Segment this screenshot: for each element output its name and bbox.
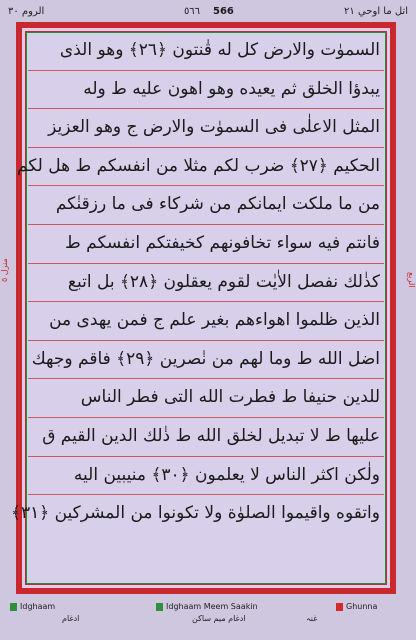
tajweed-legend bbox=[6, 600, 410, 634]
legend-swatch bbox=[156, 603, 163, 611]
verse-line: للدين حنيفا ط فطرت الله التى فطر الناس bbox=[28, 379, 384, 418]
verse-line: عليها ط لا تبديل لخلق الله ط ذٰلك الدين القيم ق bbox=[28, 418, 384, 457]
verse-line: يبدؤا الخلق ثم يعيده وهو اهون عليه ط وله bbox=[28, 71, 384, 110]
verse-line: واتقوه واقيموا الصلوٰة ولا تكونوا من المشركين ﴿٣١﴾ bbox=[11, 503, 380, 524]
verse-line: الذين ظلموا اهواءهم بغير علم ج فمن يهدى من bbox=[28, 302, 384, 341]
verse-line: الحكيم ﴿٢٧﴾ ضرب لكم مثلا من انفسكم ط هل لكم bbox=[28, 148, 384, 187]
juz-name: اتل ما اوحي ٢١ bbox=[344, 6, 408, 17]
verse-line: اضل الله ط وما لهم من نٰصرين ﴿٢٩﴾ فاقم وجهك bbox=[28, 341, 384, 380]
side-note-right: الربع bbox=[407, 272, 416, 288]
verse-line: فانتم فيه سواء تخافونهم كخيفتكم انفسكم ط bbox=[28, 225, 384, 264]
verse-line: من ما ملكت ايمانكم من شركاء فى ما رزقنٰكم bbox=[28, 186, 384, 225]
legend-item-ghunna: Ghunna bbox=[336, 602, 377, 611]
legend-arabic-ghunna: غنہ bbox=[306, 614, 318, 623]
page-number-arabic: ٥٦٦ bbox=[183, 6, 201, 17]
legend-swatch bbox=[336, 603, 343, 611]
verse-lines bbox=[11, 32, 384, 584]
legend-arabic-idghaam-meem: ادغام میم ساکن bbox=[192, 614, 246, 623]
surah-name: الروم ٣٠ bbox=[8, 6, 45, 17]
legend-item-idghaam: Idghaam bbox=[10, 602, 55, 611]
verse-line: السموٰت والارض كل له قٰنتون ﴿٢٦﴾ وهو الذى bbox=[28, 32, 384, 71]
verse-line: كذٰلك نفصل الاٰيٰت لقوم يعقلون ﴿٢٨﴾ بل اتبع bbox=[28, 264, 384, 303]
legend-item-idghaam-meem: Idghaam Meem Saakin bbox=[156, 602, 258, 611]
verse-line: ولٰكن اكثر الناس لا يعلمون ﴿٣٠﴾ منيبين اليه bbox=[28, 457, 384, 496]
page-header bbox=[8, 4, 408, 20]
text-frame bbox=[11, 22, 396, 594]
page-number: 566 bbox=[213, 6, 234, 17]
legend-swatch bbox=[10, 603, 17, 611]
verse-line: المثل الاعلٰى فى السموٰت والارض ج وهو العزيز bbox=[28, 109, 384, 148]
legend-arabic-idghaam: ادغام bbox=[62, 614, 80, 623]
side-note-left: منزل ٥ bbox=[0, 258, 9, 282]
